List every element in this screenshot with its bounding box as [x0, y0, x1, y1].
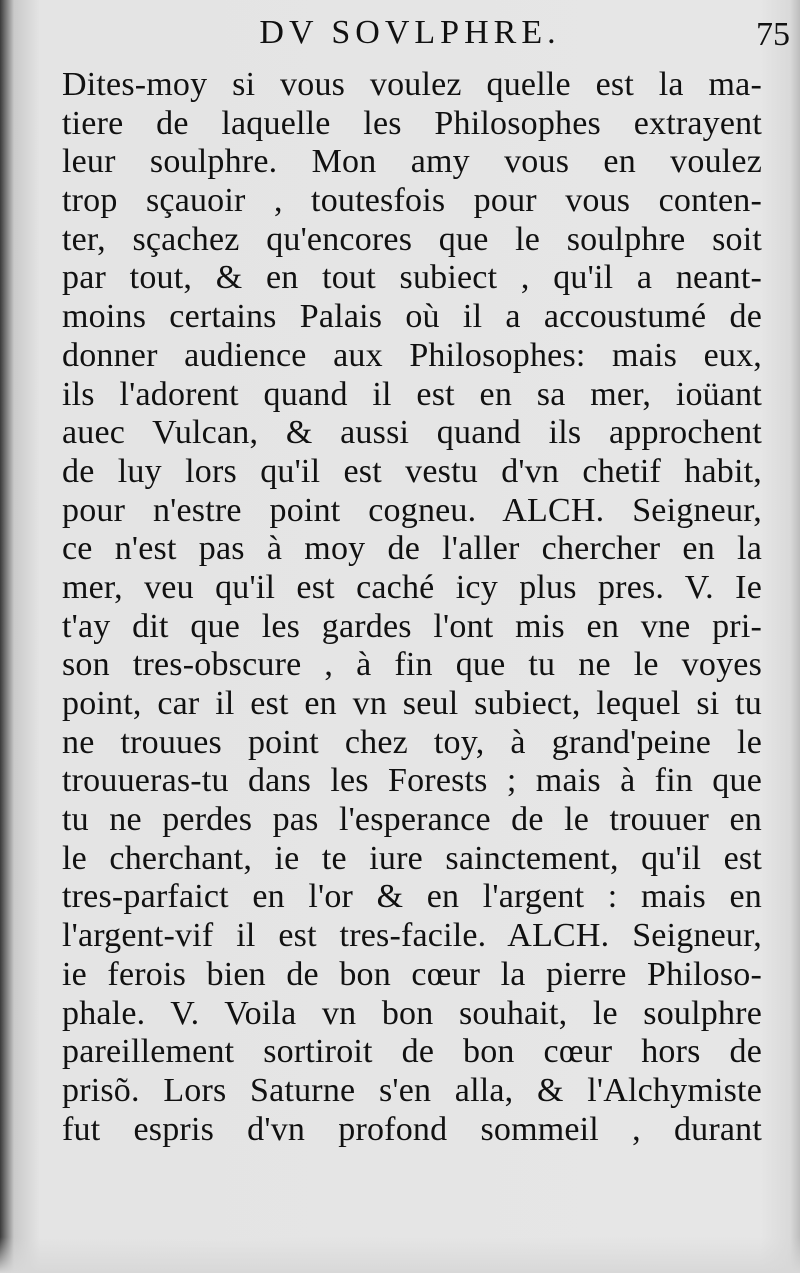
text-line: trouueras-tu dans les Forests ; mais à fin que — [62, 762, 762, 800]
text-line: moins certains Palais où il a accoustumé de — [62, 298, 762, 336]
text-line: phale. V. Voila vn bon souhait, le soulphre — [62, 994, 762, 1032]
text-line: tu ne perdes pas l'esperance de le trouuer en — [62, 801, 762, 839]
text-line: t'ay dit que les gardes l'ont mis en vne pri- — [62, 607, 762, 645]
text-line: prisõ. Lors Saturne s'en alla, & l'Alchymiste — [62, 1071, 762, 1109]
page-number: 75 — [756, 16, 790, 53]
text-line: par tout, & en tout subiect , qu'il a neant- — [62, 259, 762, 297]
text-line: trop sçauoir , toutesfois pour vous conten- — [62, 182, 762, 220]
text-line: son tres-obscure , à fin que tu ne le voyes — [62, 646, 762, 684]
text-line: tres-parfaict en l'or & en l'argent : mais en — [62, 878, 762, 916]
text-line: ter, sçachez qu'encores que le soulphre soit — [62, 220, 762, 258]
running-head — [60, 12, 790, 54]
text-line: fut espris d'vn profond sommeil , durant — [62, 1110, 762, 1148]
text-line: ie ferois bien de bon cœur la pierre Philoso- — [62, 955, 762, 993]
text-line: ils l'adorent quand il est en sa mer, ioüant — [62, 375, 762, 413]
body-text — [62, 66, 762, 1149]
text-line: tiere de laquelle les Philosophes extrayent — [62, 104, 762, 142]
text-line: leur soulphre. Mon amy vous en voulez — [62, 143, 762, 181]
text-line: point, car il est en vn seul subiect, lequel si tu — [62, 685, 762, 722]
text-line: pareillement sortiroit de bon cœur hors de — [62, 1033, 762, 1071]
text-line: Dites-moy si vous voulez quelle est la ma- — [62, 66, 762, 103]
text-line: de luy lors qu'il est vestu d'vn chetif habit, — [62, 452, 762, 490]
text-line: ne trouues point chez toy, à grand'peine le — [62, 723, 762, 761]
running-title: DV SOVLPHRE. — [259, 14, 561, 51]
text-line: mer, veu qu'il est caché icy plus pres. V. Ie — [62, 568, 762, 606]
text-line: ce n'est pas à moy de l'aller chercher en la — [62, 530, 762, 568]
text-line: l'argent-vif il est tres-facile. ALCH. Seigneur, — [62, 917, 762, 955]
text-line: donner audience aux Philosophes: mais eux, — [62, 336, 762, 374]
text-line: le cherchant, ie te iure sainctement, qu'il est — [62, 839, 762, 877]
text-line: pour n'estre point cogneu. ALCH. Seigneur, — [62, 491, 762, 529]
text-line: auec Vulcan, & aussi quand ils approchent — [62, 414, 762, 452]
